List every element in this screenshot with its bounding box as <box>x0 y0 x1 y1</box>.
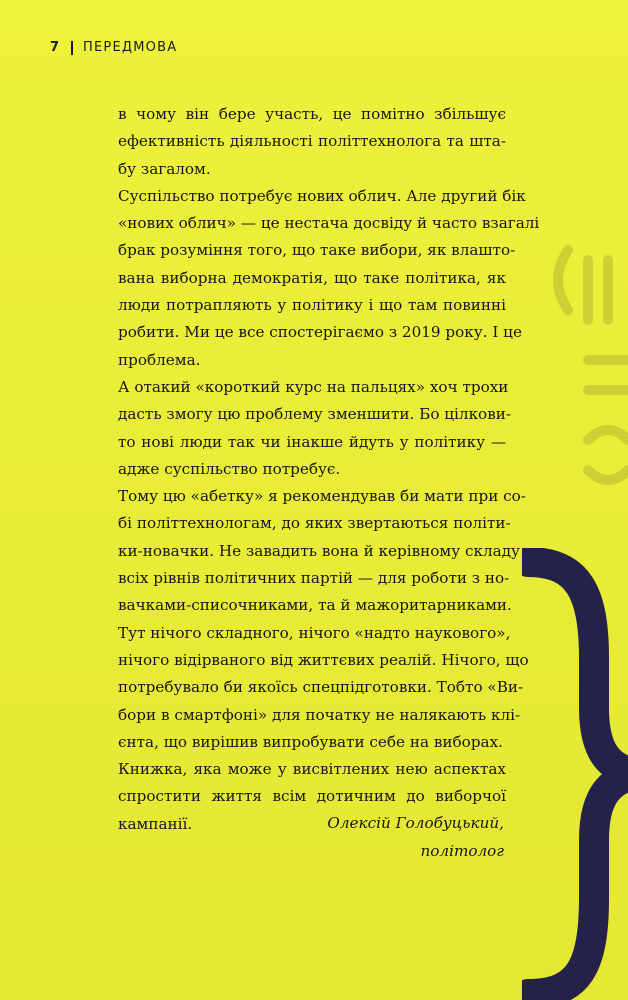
text-line: кампанії. <box>118 814 193 833</box>
text-line: то нові люди так чи інакше йдуть у політику — <box>118 432 506 451</box>
text-line: спростити життя всім дотичним до виборчої <box>118 787 506 806</box>
text-line: нічого відірваного від життєвих реалій. Нічого, що <box>118 650 529 669</box>
header-divider <box>71 41 73 55</box>
text-line: брак розуміння того, що таке вибори, як влашто- <box>118 241 516 260</box>
text-line: Тому цю «абетку» я рекомендував би мати при со- <box>118 487 526 506</box>
text-line: робити. Ми це все спостерігаємо з 2019 року. І це <box>118 323 522 342</box>
text-line: ки-новачки. Не завадить вона й керівному складу <box>118 541 520 560</box>
text-line: потребувало би якоїсь спецпідготовки. Тобто «Ви- <box>118 678 524 697</box>
running-head <box>50 40 177 55</box>
text-line: проблема. <box>118 350 201 369</box>
text-line: А отакий «короткий курс на пальцях» хоч трохи <box>118 377 509 396</box>
text-line: вана виборна демократія, що таке політика, як <box>118 268 506 287</box>
text-line: ефективність діяльності політтехнолога та шта- <box>118 132 506 151</box>
signature-block <box>327 809 504 865</box>
bleed-through-lettering-icon <box>528 240 628 540</box>
section-title: ПЕРЕДМОВА <box>83 40 178 55</box>
text-line: дасть змогу цю проблему зменшити. Бо цілкови- <box>118 405 512 424</box>
text-line: бу загалом. <box>118 159 211 178</box>
text-line: бі політтехнологам, до яких звертаються політи- <box>118 514 511 533</box>
text-line: Книжка, яка може у висвітлених нею аспектах <box>118 760 506 779</box>
author-name: Олексій Голобуцький, <box>327 814 504 832</box>
text-line: бори в смартфоні» для початку не налякають клі- <box>118 705 521 724</box>
text-line: адже суспільство потребує. <box>118 459 341 478</box>
text-line: всіх рівнів політичних партій — для роботи з но- <box>118 569 510 588</box>
text-line: єнта, що вирішив випробувати себе на виборах. <box>118 732 503 751</box>
text-line: люди потрапляють у політику і що там повинні <box>118 296 506 315</box>
text-line: вачками-списочниками, та й мажоритарниками. <box>118 596 512 615</box>
text-line: Суспільство потребує нових облич. Але другий бік <box>118 186 526 205</box>
curly-brace-icon <box>522 548 628 1000</box>
text-line: в чому він бере участь, це помітно збільшує <box>118 105 506 123</box>
text-line: «нових облич» — це нестача досвіду й часто взагалі <box>118 214 540 233</box>
text-line: Тут нічого складного, нічого «надто наукового», <box>118 623 511 642</box>
author-role: політолог <box>420 842 504 860</box>
foreword-body <box>118 101 540 838</box>
page-number: 7 <box>50 40 60 55</box>
